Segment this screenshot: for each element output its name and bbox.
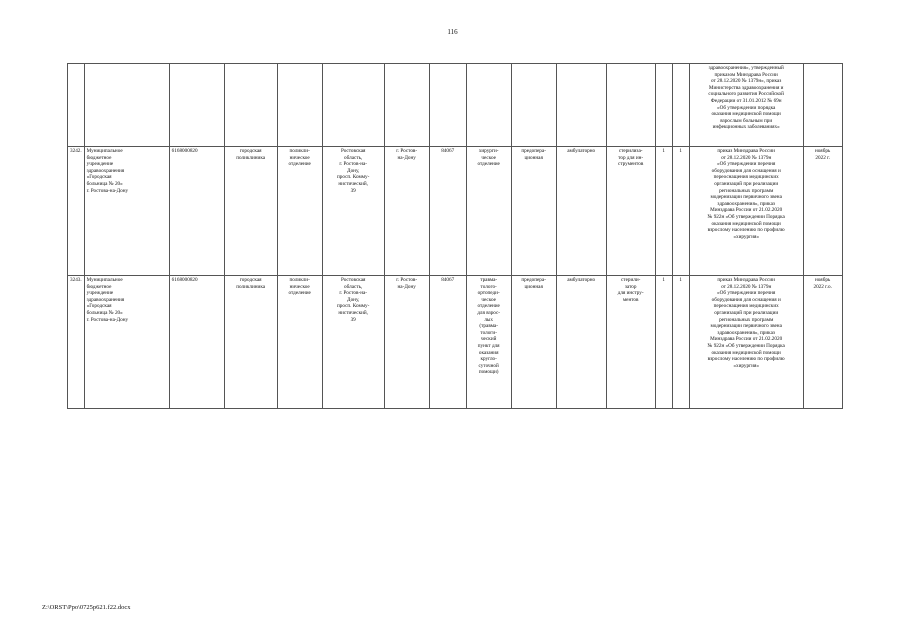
cell-inn: 6168000820 — [169, 276, 224, 409]
cell-subdivision: поликли- ническое отделение — [277, 147, 322, 276]
table-row — [68, 276, 843, 409]
cell-city: г. Ростов- на-Дону — [384, 147, 429, 276]
cell-equipment: стерилиза- тор для ин- струментов — [606, 147, 655, 276]
cell-legal-basis: здравоохранения», утвержденный приказом Минздрава России от 28.12.2020 № 1379н», приказ Министерства здравоохранения и социального развития Российской Федерации от 31.01.2012 № 69н «Об утверждении порядка оказания медицинской помощи взрослым больным при инфекционных заболеваниях» — [689, 64, 803, 147]
table-row — [68, 147, 843, 276]
cell-room: предопера- ционная — [511, 147, 556, 276]
cell-department: травма- толого- ортопеди- ческое отделение для взрос- лых (травма- тологи- ческий пункт для оказания кругло- суточной помощи) — [466, 276, 511, 409]
cell-equipment: стерили- затор для инстру- ментов — [606, 276, 655, 409]
cell-subdivision — [277, 64, 322, 147]
cell-date: ноябрь 2022 г. — [803, 147, 842, 276]
cell-inn — [169, 64, 224, 147]
cell-facility-type: городская поликлиника — [224, 147, 277, 276]
page-number: 116 — [447, 28, 458, 36]
cell-facility-type: городская поликлиника — [224, 276, 277, 409]
cell-address: Ростовская область, г. Ростов-на- Дону, просп. Комму- нистический, 39 — [322, 276, 384, 409]
cell-conditions: амбулаторно — [556, 276, 606, 409]
cell-organization: Муниципальное бюджетное учреждение здравоохранения «Городская больница № 20» г. Ростова-на-Дону — [84, 276, 169, 409]
cell-date: ноябрь 2022 г.о. — [803, 276, 842, 409]
cell-quantity-2: 1 — [672, 147, 689, 276]
cell-code: 84067 — [429, 147, 466, 276]
cell-quantity-1 — [655, 64, 672, 147]
cell-equipment — [606, 64, 655, 147]
cell-city: г. Ростов- на-Дону — [384, 276, 429, 409]
cell-code: 84067 — [429, 276, 466, 409]
cell-date — [803, 64, 842, 147]
footer-file-path: Z:\ORST\Ppo\0725p621.f22.docx — [42, 604, 131, 611]
cell-quantity-2: 1 — [672, 276, 689, 409]
cell-number — [68, 64, 85, 147]
cell-address: Ростовская область, г. Ростов-на- Дону, просп. Комму- нистический, 39 — [322, 147, 384, 276]
cell-department: хирурги- ческое отделение — [466, 147, 511, 276]
cell-organization — [84, 64, 169, 147]
cell-city — [384, 64, 429, 147]
cell-conditions — [556, 64, 606, 147]
cell-facility-type — [224, 64, 277, 147]
cell-subdivision: поликли- ническое отделение — [277, 276, 322, 409]
cell-inn: 6168000820 — [169, 147, 224, 276]
cell-room — [511, 64, 556, 147]
cell-department — [466, 64, 511, 147]
cell-legal-basis: приказ Минздрава России от 28.12.2020 № 1379н «Об утверждении перечня оборудования для оснащения и переоснащения медицинских организаций при реализации региональных программ модернизации первичного звена здравоохранения», приказ Минздрава России от 21.02.2020 № 922н «Об утверждении Порядка оказания медицинской помощи взрослому населению по профилю «хирургия» — [689, 147, 803, 276]
cell-room: предопера- ционная — [511, 276, 556, 409]
table-row-continuation — [68, 64, 843, 147]
cell-address — [322, 64, 384, 147]
cell-organization: Муниципальное бюджетное учреждение здравоохранения «Городская больница № 20» г. Ростова-на-Дону — [84, 147, 169, 276]
cell-number: 3242. — [68, 147, 85, 276]
cell-quantity-1: 1 — [655, 276, 672, 409]
cell-quantity-1: 1 — [655, 147, 672, 276]
cell-number: 3243. — [68, 276, 85, 409]
equipment-registry-table — [67, 63, 843, 409]
cell-quantity-2 — [672, 64, 689, 147]
cell-code — [429, 64, 466, 147]
cell-conditions: амбулаторно — [556, 147, 606, 276]
cell-legal-basis: приказ Минздрава России от 28.12.2020 № 1379н «Об утверждении перечня оборудования для оснащения и переоснащения медицинских организаций при реализации региональных программ модернизации первичного звена здравоохранения», приказ Минздрава России от 21.02.2020 № 922н «Об утверждении Порядка оказания медицинской помощи взрослому населению по профилю «хирургия» — [689, 276, 803, 409]
